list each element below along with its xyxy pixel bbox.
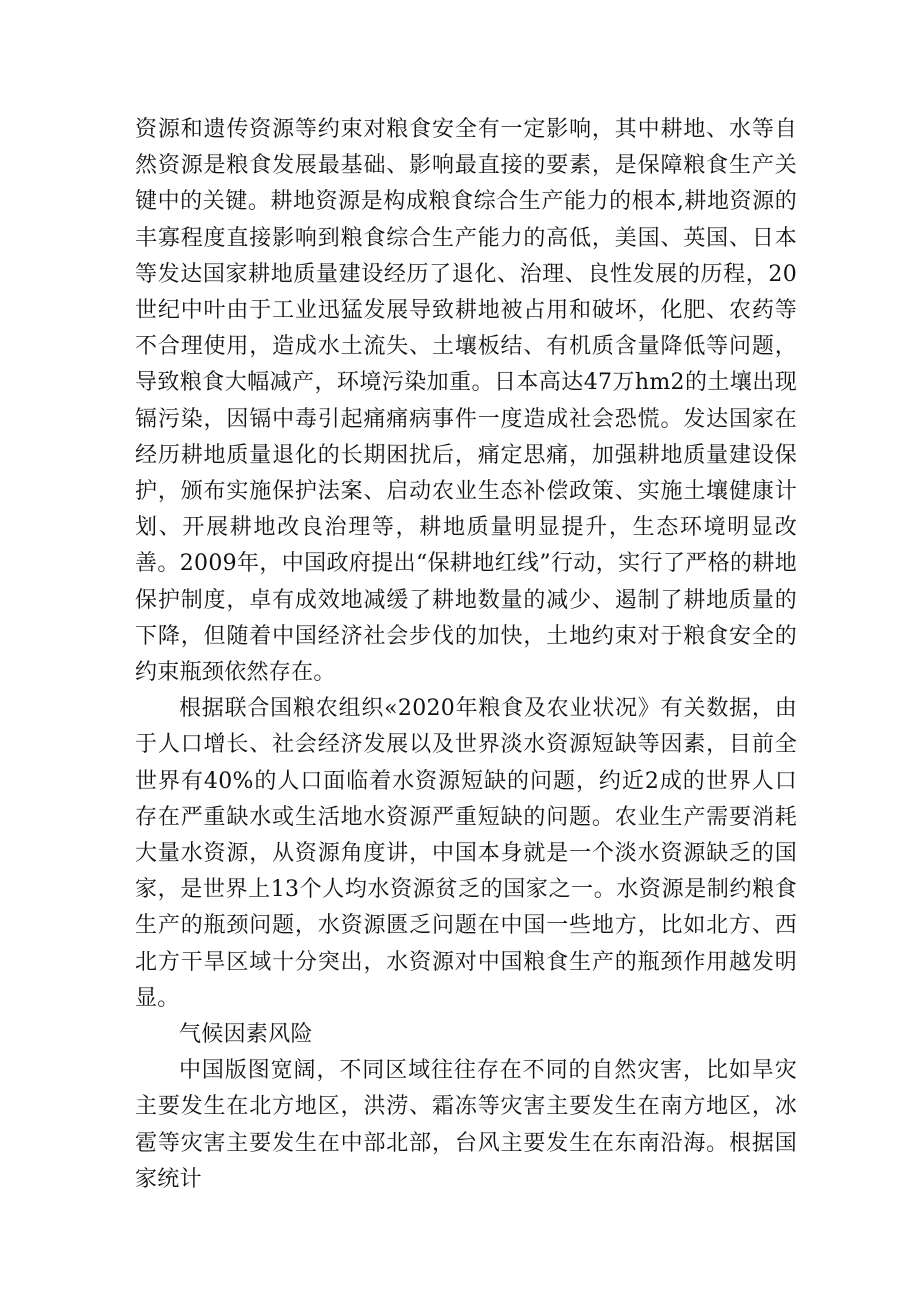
paragraph-natural-disasters: 中国版图宽阔，不同区域往往存在不同的自然灾害，比如旱灾主要发生在北方地区，洪涝、霜冻等灾害主要发生在南方地区，冰雹等灾害主要发生在中部北部，台风主要发生在东南沿海。根据国家统计 (135, 1058, 797, 1192)
paragraph-farmland-resources: 资源和遗传资源等约束对粮食安全有一定影响，其中耕地、水等自然资源是粮食发展最基础、影响最直接的要素，是保障粮食生产关键中的关键。耕地资源是构成粮食综合生产能力的根本,耕地资源的丰寡程度直接影响到粮食综合生产能力的高低，美国、英国、日本等发达国家耕地质量建设经历了退化、治理、良性发展的历程，20世纪中叶由于工业迅猛发展导致耕地被占用和破坏，化肥、农药等不合理使用，造成水土流失、土壤板结、有机质含量降低等问题，导致粮食大幅减产，环境污染加重。日本高达47万hm2的土壤出现镉污染，因镉中毒引起痛痛病事件一度造成社会恐慌。发达国家在经历耕地质量退化的长期困扰后，痛定思痛，加强耕地质量建设保护，颁布实施保护法案、启动农业生态补偿政策、实施土壤健康计划、开展耕地改良治理等，耕地质量明显提升，生态环境明显改善。2009年，中国政府提出“保耕地红线”行动，实行了严格的耕地保护制度，卓有成效地减缓了耕地数量的减少、遏制了耕地质量的下降，但随着中国经济社会步伐的加快，土地约束对于粮食安全的约束瓶颈依然存在。 (135, 117, 797, 686)
paragraph-water-resources: 根据联合国粮农组织«2020年粮食及农业状况》有关数据，由于人口增长、社会经济发展以及世界淡水资源短缺等因素，目前全世界有40%的人口面临着水资源短缺的问题，约近2成的世界人口存在严重缺水或生活地水资源严重短缺的问题。农业生产需要消耗大量水资源，从资源角度讲，中国本身就是一个淡水资源缺乏的国家，是世界上13个人均水资源贫乏的国家之一。水资源是制约粮食生产的瓶颈问题，水资源匮乏问题在中国一些地方，比如北方、西北方干旱区域十分突出，水资源对中国粮食生产的瓶颈作用越发明显。 (135, 696, 797, 1011)
document-page (135, 112, 797, 1198)
section-heading-climate-risk: 气候因素风险 (179, 1022, 313, 1048)
